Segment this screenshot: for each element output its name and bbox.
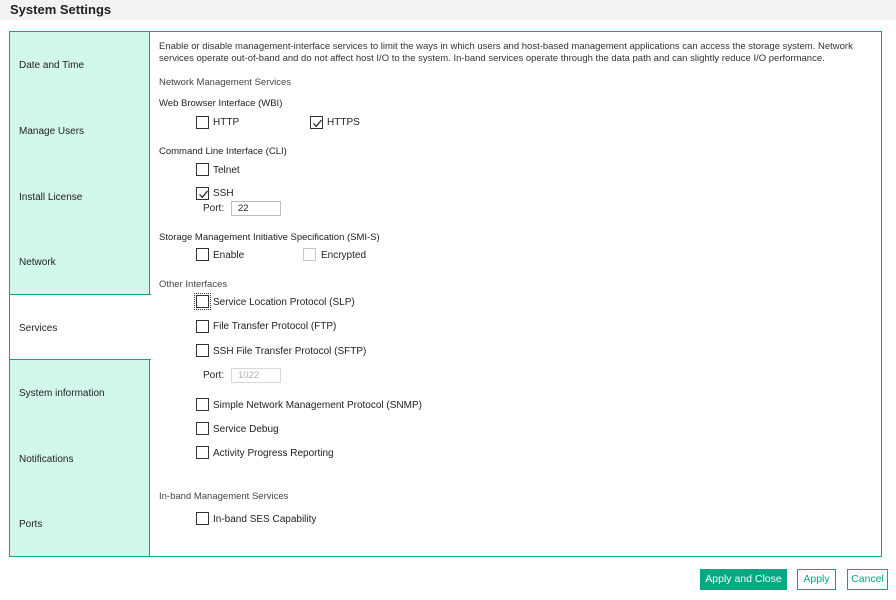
tab-manage-users[interactable] <box>10 98 150 164</box>
checkmark-icon <box>198 189 209 200</box>
ssh-checkbox[interactable] <box>196 187 209 200</box>
slp-checkbox[interactable] <box>196 295 209 308</box>
tab-services[interactable] <box>10 294 151 360</box>
https-checkbox[interactable] <box>310 116 323 129</box>
ssh-port-label: Port: <box>203 203 225 214</box>
window-title: System Settings <box>10 2 112 17</box>
service-debug-label: Service Debug <box>213 424 279 435</box>
inband-ses-checkbox[interactable] <box>196 512 209 525</box>
inband-heading: In-band Management Services <box>159 491 289 502</box>
tab-label: Notifications <box>19 454 74 465</box>
smis-heading: Storage Management Initiative Specification (SMI-S) <box>159 232 380 243</box>
activity-reporting-label: Activity Progress Reporting <box>213 448 334 459</box>
title-bar <box>0 0 896 20</box>
https-label: HTTPS <box>327 117 360 128</box>
tab-install-license[interactable] <box>10 164 150 230</box>
apply-button[interactable]: Apply <box>797 569 836 590</box>
wbi-heading: Web Browser Interface (WBI) <box>159 98 283 109</box>
cancel-button[interactable]: Cancel <box>847 569 888 590</box>
ssh-label: SSH <box>213 188 234 199</box>
tab-label: Manage Users <box>19 126 85 137</box>
other-interfaces-heading: Other Interfaces <box>159 279 228 290</box>
activity-reporting-checkbox[interactable] <box>196 446 209 459</box>
sftp-label: SSH File Transfer Protocol (SFTP) <box>213 346 367 357</box>
tab-notifications[interactable] <box>10 426 150 492</box>
smis-enable-checkbox[interactable] <box>196 248 209 261</box>
apply-and-close-button[interactable]: Apply and Close <box>700 569 787 590</box>
tab-date-and-time[interactable] <box>10 32 150 98</box>
service-debug-checkbox[interactable] <box>196 422 209 435</box>
tab-label: Install License <box>19 192 83 203</box>
snmp-label: Simple Network Management Protocol (SNMP) <box>213 400 422 411</box>
cli-heading: Command Line Interface (CLI) <box>159 146 287 157</box>
services-description: Enable or disable management-interface services to limit the ways in which users and host-based management applications can access the storage system. Network services operate out-of-band and do not affect host I/O to the system. In-band services operate through the data path and can slightly reduce I/O performance. <box>159 41 853 64</box>
tab-label: Services <box>19 323 58 334</box>
tab-network[interactable] <box>10 229 150 295</box>
checkmark-icon <box>312 118 323 129</box>
ftp-label: File Transfer Protocol (FTP) <box>213 321 337 332</box>
settings-panel <box>9 31 882 557</box>
tab-system-information[interactable] <box>10 360 150 426</box>
sftp-checkbox[interactable] <box>196 344 209 357</box>
smis-encrypted-label: Encrypted <box>321 250 367 261</box>
slp-label: Service Location Protocol (SLP) <box>213 297 355 308</box>
http-checkbox[interactable] <box>196 116 209 129</box>
sftp-port-input[interactable]: 1022 <box>231 368 281 383</box>
http-label: HTTP <box>213 117 240 128</box>
inband-ses-label: In-band SES Capability <box>213 514 317 525</box>
tab-label: System information <box>19 388 105 399</box>
telnet-checkbox[interactable] <box>196 163 209 176</box>
smis-encrypted-checkbox[interactable] <box>303 248 316 261</box>
sftp-port-label: Port: <box>203 370 225 381</box>
network-services-heading: Network Management Services <box>159 77 291 88</box>
tab-label: Ports <box>19 519 43 530</box>
tab-ports[interactable] <box>10 491 150 556</box>
smis-enable-label: Enable <box>213 250 245 261</box>
settings-sidebar <box>10 32 150 556</box>
snmp-checkbox[interactable] <box>196 398 209 411</box>
tab-label: Date and Time <box>19 60 85 71</box>
ssh-port-input[interactable]: 22 <box>231 201 281 216</box>
ftp-checkbox[interactable] <box>196 320 209 333</box>
tab-label: Network <box>19 257 56 268</box>
telnet-label: Telnet <box>213 165 240 176</box>
